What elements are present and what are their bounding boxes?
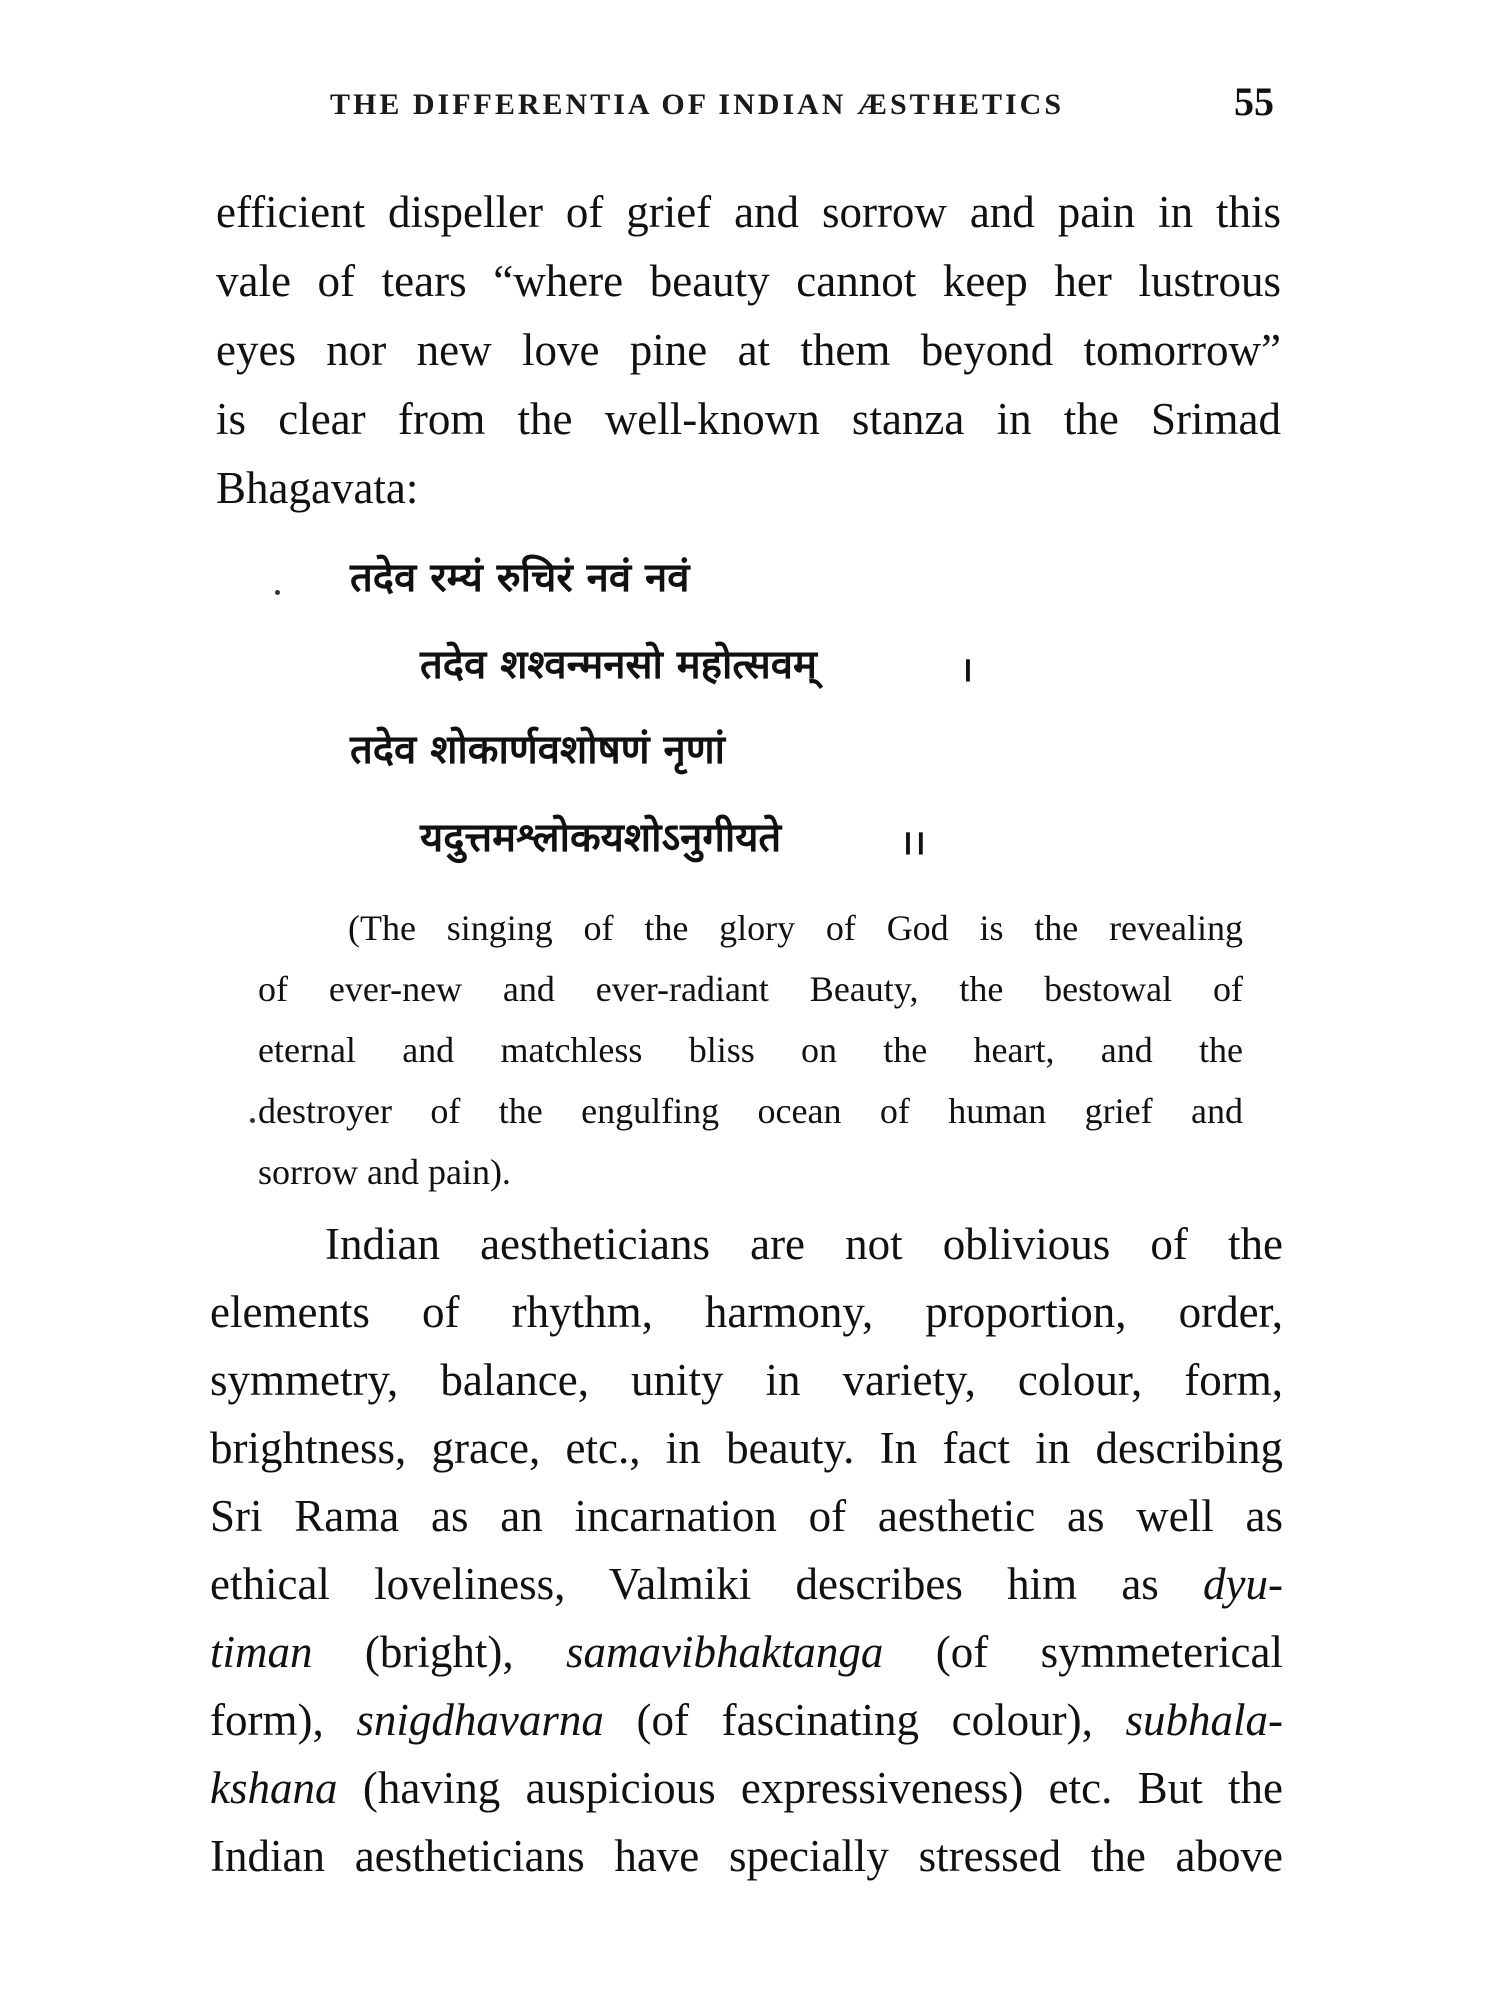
paragraph-2-line: Sri Rama as an incarnation of aesthetic as well as	[210, 1491, 1283, 1541]
line-text: ethical loveliness, Valmiki describes him as	[210, 1559, 1159, 1609]
translation-line: eternal and matchless bliss on the heart, and the	[258, 1030, 1243, 1070]
translation-line: sorrow and pain).	[258, 1152, 511, 1192]
verse-danda: ।	[960, 652, 973, 689]
line-text: (having auspicious expressiveness) etc. But the	[362, 1763, 1283, 1813]
print-speck	[250, 1118, 255, 1123]
paragraph-1-line: eyes nor new love pine at them beyond tomorrow”	[216, 325, 1281, 375]
paragraph-2-line	[210, 1686, 1283, 1754]
paragraph-1-line: vale of tears “where beauty cannot keep her lustrous	[216, 256, 1281, 306]
paragraph-2-line: Indian aestheticians have specially stressed the above	[210, 1831, 1283, 1881]
running-head: THE DIFFERENTIA OF INDIAN ÆSTHETICS	[330, 88, 1065, 121]
gloss: (of fascinating colour),	[636, 1695, 1093, 1745]
paragraph-2-line: elements of rhythm, harmony, proportion, order,	[210, 1287, 1283, 1337]
paragraph-2-line: symmetry, balance, unity in variety, colour, form,	[210, 1355, 1283, 1405]
sanskrit-term: snigdhavarna	[356, 1695, 604, 1745]
paragraph-1-line: is clear from the well-known stanza in the Srimad	[216, 394, 1281, 444]
paragraph-2-line: Indian aestheticians are not oblivious of the	[325, 1219, 1283, 1269]
gloss: form),	[210, 1695, 324, 1745]
verse-translation	[258, 898, 1243, 1203]
translation-line: (The singing of the glory of God is the revealing	[348, 908, 1243, 948]
sanskrit-term: timan	[210, 1627, 313, 1677]
paragraph-1-line: Bhagavata:	[216, 463, 419, 513]
verse-line-4: यदुत्तमश्लोकयशोऽनुगीयते	[420, 815, 782, 861]
translation-line: destroyer of the engulfing ocean of human grief and	[258, 1091, 1243, 1131]
print-speck	[275, 590, 280, 595]
verse-line-1: तदेव रम्यं रुचिरं नवं नवं	[350, 555, 690, 601]
verse-double-danda: ।।	[900, 825, 926, 862]
sanskrit-term: subhala-	[1125, 1695, 1284, 1745]
paragraph-2-line	[210, 1618, 1283, 1686]
sanskrit-term: dyu-	[1203, 1559, 1283, 1609]
paragraph-2-line	[210, 1754, 1283, 1822]
paragraph-2-line: brightness, grace, etc., in beauty. In fact in describing	[210, 1423, 1283, 1473]
page-number: 55	[1234, 79, 1274, 124]
verse-line-3: तदेव शोकार्णवशोषणं नृणां	[350, 727, 726, 773]
paragraph-2	[210, 1210, 1283, 1890]
paragraph-1-line: efficient dispeller of grief and sorrow and pain in this	[216, 187, 1281, 237]
verse-line-2: तदेव शश्वन्मनसो महोत्सवम्	[420, 642, 817, 688]
translation-line: of ever-new and ever-radiant Beauty, the bestowal of	[258, 969, 1243, 1009]
gloss: (bright),	[364, 1627, 514, 1677]
paragraph-2-line	[210, 1550, 1283, 1618]
sanskrit-term: kshana	[210, 1763, 338, 1813]
sanskrit-term: samavibhaktanga	[565, 1627, 884, 1677]
paragraph-1	[216, 178, 1281, 523]
gloss: (of symmeterical	[935, 1627, 1284, 1677]
